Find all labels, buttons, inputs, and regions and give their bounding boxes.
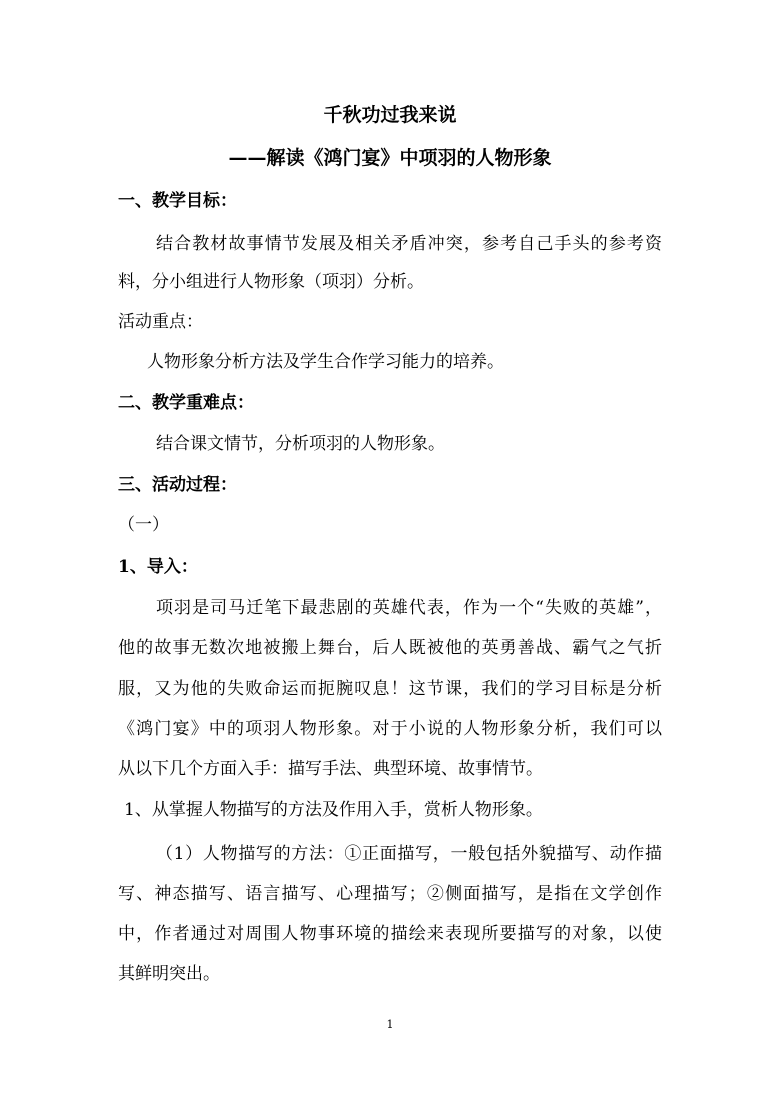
section-heading-difficulties: 二、教学重难点：: [118, 393, 254, 413]
document-subtitle: ——解读《鸿门宴》中项羽的人物形象: [228, 147, 552, 169]
paragraph-line: 服，又为他的失败命运而扼腕叹息！这节课，我们的学习目标是分析: [118, 679, 662, 699]
paragraph-line: 中，作者通过对周围人物事环境的描绘来表现所要描写的对象，以使: [118, 924, 662, 944]
paragraph-line: 料，分小组进行人物形象（项羽）分析。: [118, 272, 424, 292]
activity-focus-label: 活动重点：: [118, 312, 203, 332]
document-title: 千秋功过我来说: [323, 104, 457, 126]
part-one-label: （一）: [118, 515, 169, 535]
activity-focus-text: 人物形象分析方法及学生合作学习能力的培养。: [147, 352, 504, 372]
paragraph-line: （1）人物描写的方法：①正面描写，一般包括外貌描写、动作描: [156, 844, 662, 864]
section-heading-process: 三、活动过程：: [118, 475, 237, 495]
page-number: 1: [386, 1018, 394, 1031]
paragraph-line: 他的故事无数次地被搬上舞台，后人既被他的英勇善战、霸气之气折: [118, 638, 662, 658]
paragraph-line: 项羽是司马迁笔下最悲剧的英雄代表，作为一个“失败的英雄”，: [156, 598, 662, 618]
section-text-difficulties: 结合课文情节，分析项羽的人物形象。: [156, 434, 445, 454]
paragraph-line: 写、神态描写、语言描写、心理描写；②侧面描写，是指在文学创作: [118, 884, 662, 904]
intro-heading: 1、导入：: [118, 557, 198, 577]
paragraph-line: 从以下几个方面入手：描写手法、典型环境、故事情节。: [118, 759, 543, 779]
section-heading-objectives: 一、教学目标：: [118, 191, 237, 211]
paragraph-line: 结合教材故事情节发展及相关矛盾冲突，参考自己手头的参考资: [156, 234, 662, 254]
paragraph-line: 其鲜明突出。: [118, 964, 220, 984]
paragraph-line: 《鸿门宴》中的项羽人物形象。对于小说的人物形象分析，我们可以: [118, 719, 662, 739]
point-one-text: 1、从掌握人物描写的方法及作用入手，赏析人物形象。: [124, 800, 543, 820]
